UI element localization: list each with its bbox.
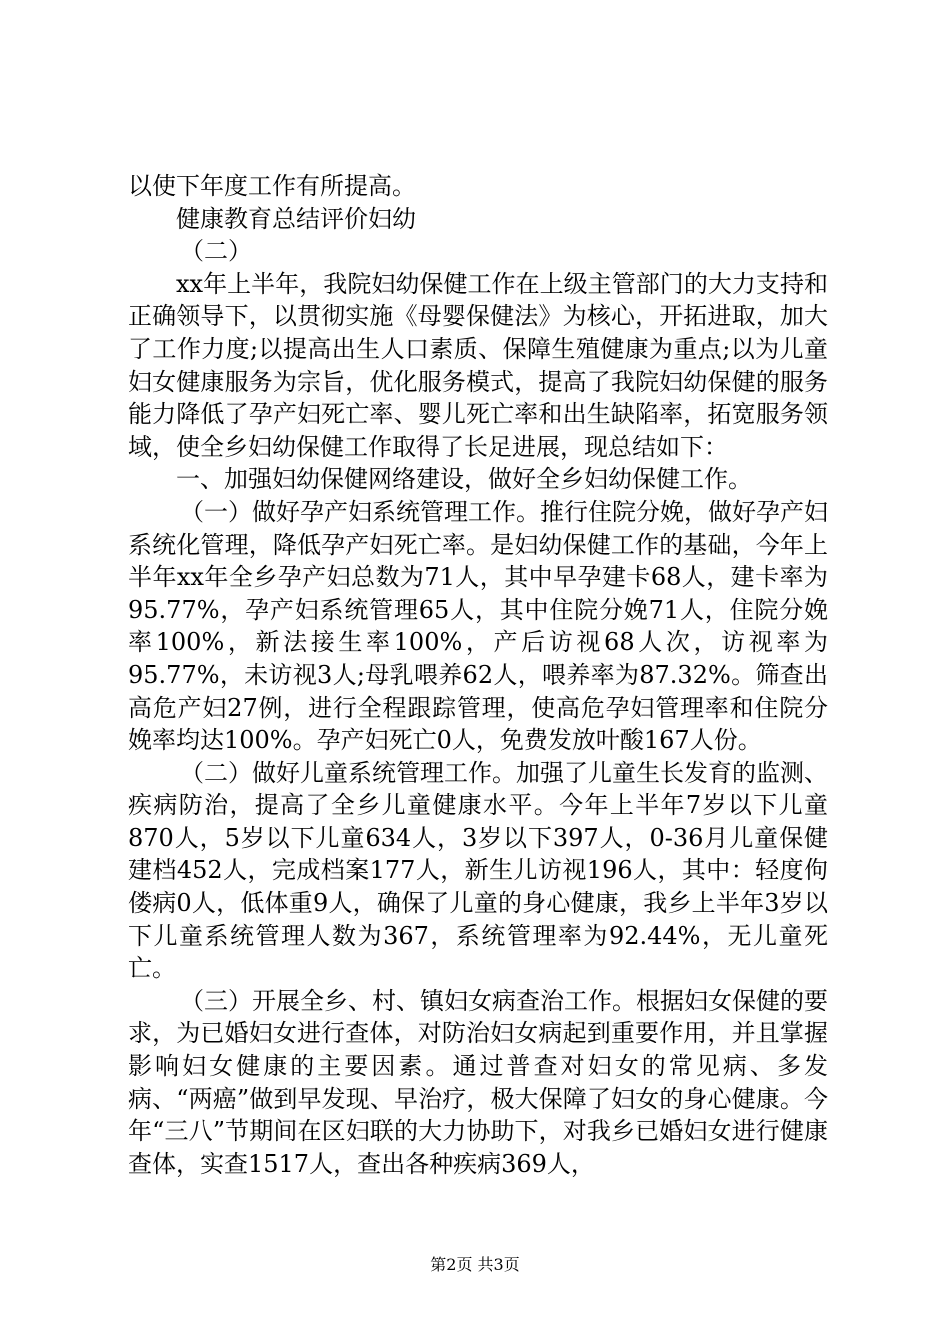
paragraph-item-2: （二）做好儿童系统管理工作。加强了儿童生长发育的监测、疾病防治，提高了全乡儿童健康水平。今年上半年7岁以下儿童870人，5岁以下儿童634人，3岁以下397人，0-36月儿童保健建档452人，完成档案177人，新生儿访视196人，其中：轻度佝偻病0人，低体重9人，确保了儿童的身心健康，我乡上半年3岁以下儿童系统管理人数为367，系统管理率为92.44%，无儿童死亡。: [128, 758, 828, 983]
paragraph-item-1: （一）做好孕产妇系统管理工作。推行住院分娩，做好孕产妇系统化管理，降低孕产妇死亡率。是妇幼保健工作的基础，今年上半年xx年全乡孕产妇总数为71人，其中早孕建卡68人，建卡率为95.77%，孕产妇系统管理65人，其中住院分娩71人，住院分娩率100%，新法接生率100%，产后访视68人次，访视率为95.77%，未访视3人;母乳喂养62人，喂养率为87.32%。筛查出高危产妇27例，进行全程跟踪管理，使高危孕妇管理率和住院分娩率均达100%。孕产妇死亡0人，免费发放叶酸167人份。: [128, 497, 828, 755]
page-number: 第2页 共3页: [430, 1255, 520, 1274]
paragraph-section-1: 一、加强妇幼保健网络建设，做好全乡妇幼保健工作。: [176, 465, 752, 494]
paragraph-title: 健康教育总结评价妇幼: [176, 204, 416, 233]
document-body: [128, 170, 828, 1180]
paragraph-item-3: （三）开展全乡、村、镇妇女病查治工作。根据妇女保健的要求，为已婚妇女进行查体，对防治妇女病起到重要作用，并且掌握影响妇女健康的主要因素。通过普查对妇女的常见病、多发病、“两癌”做到早发现、早治疗，极大保障了妇女的身心健康。今年“三八”节期间在区妇联的大力协助下，对我乡已婚妇女进行健康查体，实查1517人，查出各种疾病369人，: [128, 986, 828, 1178]
paragraph-subtitle: （二）: [180, 237, 252, 266]
paragraph-1: 以使下年度工作有所提高。: [128, 172, 416, 200]
paragraph-intro: xx年上半年，我院妇幼保健工作在上级主管部门的大力支持和正确领导下，以贯彻实施《母婴保健法》为核心，开拓进取，加大了工作力度;以提高出生人口素质、保障生殖健康为重点;以为儿童妇女健康服务为宗旨，优化服务模式，提高了我院妇幼保健的服务能力降低了孕产妇死亡率、婴儿死亡率和出生缺陷率，拓宽服务领域，使全乡妇幼保健工作取得了长足进展，现总结如下：: [128, 269, 828, 461]
